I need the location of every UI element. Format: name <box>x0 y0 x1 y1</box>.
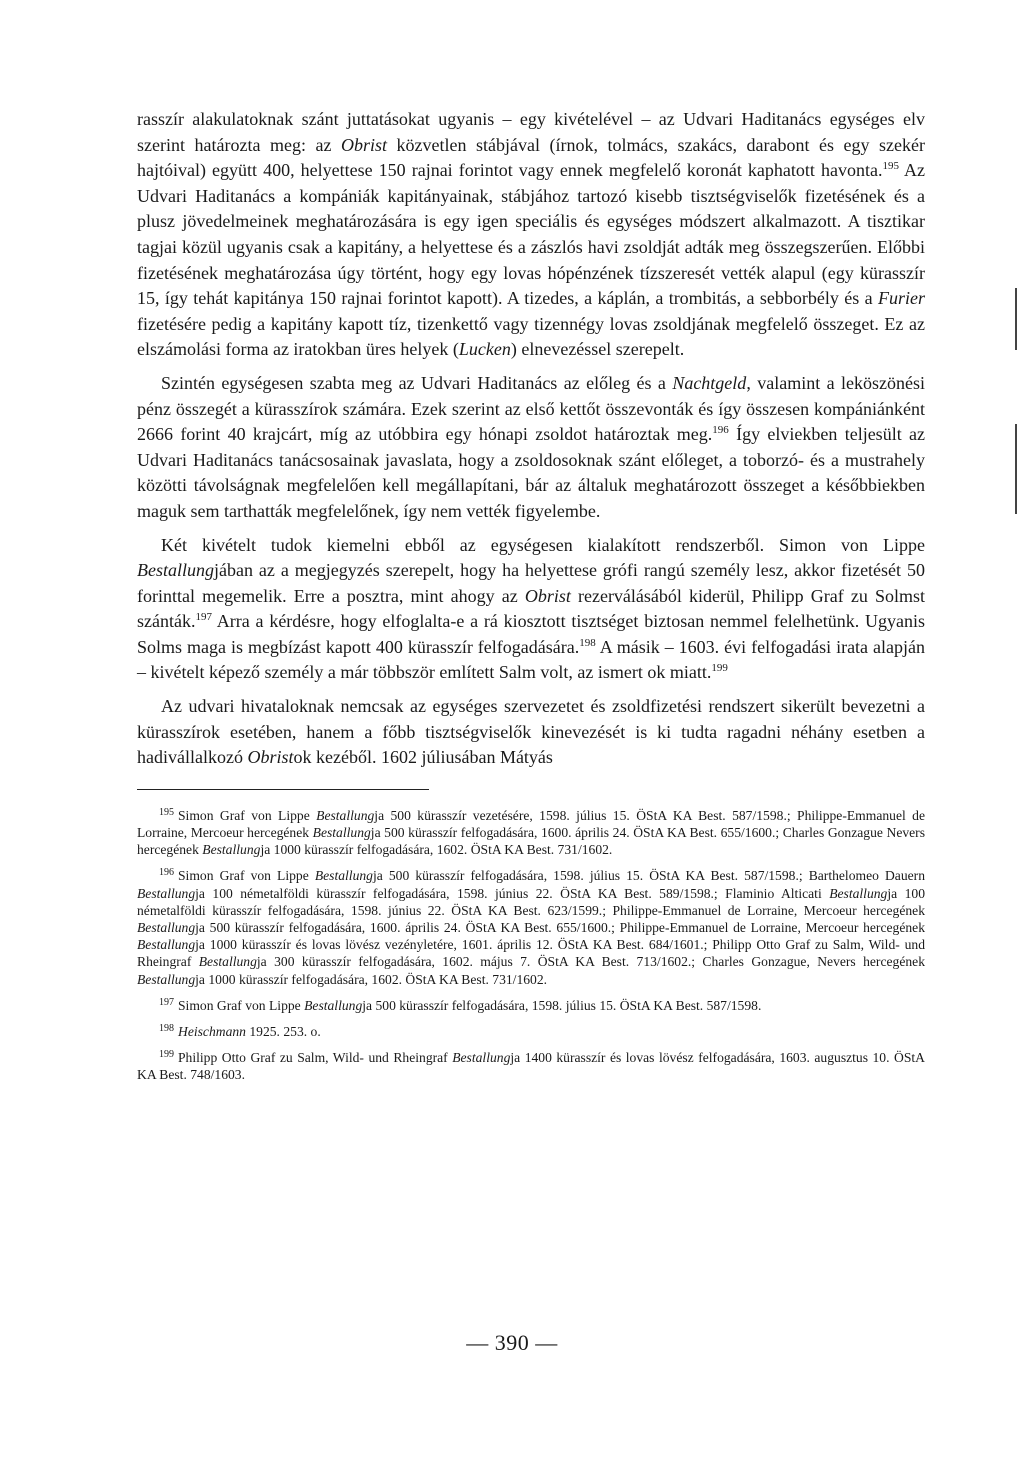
text-run: fizetésére pedig a kapitány kapott tíz, tizenkettő vagy tizennégy lovas zsoldjának megfelelő összeget. Ez az elszámolási forma az iratokban üres helyek ( <box>137 313 925 360</box>
footnotes <box>137 804 925 1084</box>
footnote-ref: 199 <box>711 662 728 675</box>
italic-term: Furier <box>878 288 925 309</box>
text-run: ja 500 kürasszír felfogadására, 1600. április 24. ÖStA KA Best. 655/1600.; Charles Gonzague Nevers hercegének <box>137 825 925 858</box>
margin-mark <box>1015 424 1017 514</box>
footnote-number: 196 <box>159 867 174 879</box>
text-run: ok kezéből. 1602 júliusában Mátyás <box>293 747 553 768</box>
italic-term: Bestallung <box>202 842 261 858</box>
paragraph <box>137 371 925 525</box>
italic-term: Nachtgeld <box>672 372 747 393</box>
italic-term: Lucken <box>458 339 511 360</box>
text-run: ja 500 kürasszír vezetésére, 1598. július 15. ÖStA KA Best. 587/1598.; Philippe-Emmanuel de Lorraine, Mercoeur hercegének <box>137 807 925 841</box>
italic-term: Bestallung <box>137 560 214 581</box>
page <box>137 107 925 1090</box>
text-run: ja 100 németalföldi kürasszír felfogadására, 1598. június 22. ÖStA KA Best. 623/1599.; Philippe-Emmanuel de Lorraine, Mercoeur hercegének <box>137 885 925 918</box>
footnote <box>137 994 925 1014</box>
text-run: Az udvari hivataloknak nemcsak az egységes szervezetet és zsoldfizetési rendszert sikerült bevezetni a kürasszírok esetében, hanem a főbb tisztségviselők kinevezését is ki tudta ragadni néhány esetben a hadivállalkozó <box>137 696 925 768</box>
italic-term: Obrist <box>340 134 387 155</box>
text-run: Simon Graf von Lippe <box>178 997 305 1013</box>
text-run: Szintén egységesen szabta meg az Udvari Haditanács az előleg és a <box>161 372 673 393</box>
text-run: ja 300 kürasszír felfogadására, 1602. május 7. ÖStA KA Best. 713/1602.; Charles Gonzague, Nevers hercegének <box>256 954 925 970</box>
footnote-ref: 198 <box>579 636 596 649</box>
italic-term: Heischmann <box>178 1024 246 1040</box>
footnote <box>137 804 925 859</box>
footnote <box>137 864 925 987</box>
footnote <box>137 1046 925 1083</box>
footnote-number: 195 <box>159 806 174 818</box>
footnote-number: 199 <box>159 1049 174 1061</box>
footnote-divider <box>137 789 429 790</box>
footnote-number: 198 <box>159 1023 174 1035</box>
text-run: ja 1000 kürasszír felfogadására, 1602. ÖStA KA Best. 731/1602. <box>195 971 548 987</box>
text-run: ja 1000 kürasszír felfogadására, 1602. ÖStA KA Best. 731/1602. <box>260 842 613 858</box>
italic-term: Bestallung <box>198 954 257 970</box>
text-run: jában az a megjegyzés szerepelt, hogy ha helyettese grófi rangú személy lesz, akkor fizetését 50 forinttal megemelik. Erre a posztra, mint ahogy az <box>137 560 925 606</box>
italic-term: Bestallung <box>137 920 196 936</box>
text-run: ja 1400 kürasszír és lovas lövész felfogadására, 1603. augusztus 10. ÖStA KA Best. 748/1603. <box>137 1050 925 1083</box>
text-run: Az Udvari Haditanács a kompániák kapitányainak, stábjához tartozó kisebb tisztségviselők fizetésének és a plusz jövedelmeinek meghatározására is egy igen speciális és egységes módszert alkalmazott. A tisztikar tagjai közül ugyanis csak a kapitány, a helyettese és a zászlós havi zsoldját adták meg összegszerűen. Előbbi fizetésének meghatározása úgy történt, hogy egy lovas hópénzének tízszeresét vették alapul (egy kürasszír 15, így tehát kapitánya 150 rajnai forintot kapott). A tizedes, a káplán, a trombitás, a sebborbély és a <box>137 160 926 309</box>
text-run: rezerválásából kiderül, Philipp Graf zu Solmst szánták. <box>137 585 925 632</box>
text-run: , valamint a leköszönési pénz összegét a kürasszírok számára. Ezek szerint az első kettőt összevonták és így összesen kompániánként 2666 forint 40 krajcárt, míg az utóbbira egy hónapi zsoldot határoztak meg. <box>137 372 925 445</box>
text-run: ja 1000 kürasszír és lovas lövész vezényletére, 1601. április 12. ÖStA KA Best. 684/1601.; Philipp Otto Graf zu Salm, Wild- und Rheingraf <box>137 937 925 970</box>
italic-term: Obrist <box>524 585 571 606</box>
text-run: Arra a kérdésre, hogy elfoglalta-e a rá kiosztott tisztséget biztosan nemmel felelhetünk. Ugyanis Solms maga is megbízást kapott 400 kürasszír felfogadására. <box>137 611 925 657</box>
footnote-ref: 197 <box>195 611 212 624</box>
text-run: Simon Graf von Lippe <box>178 868 315 884</box>
page-number: — 390 — <box>466 1330 558 1355</box>
body-text <box>137 107 925 771</box>
text-run: 1925. 253. o. <box>245 1024 321 1040</box>
text-run: ja 500 kürasszír felfogadására, 1600. április 24. ÖStA KA Best. 655/1600.; Philippe-Emmanuel de Lorraine, Mercoeur hercegének <box>195 920 925 936</box>
footnote-ref: 195 <box>882 160 899 173</box>
margin-mark <box>1015 288 1017 350</box>
text-run: ja 100 németalföldi kürasszír felfogadására, 1598. június 22. ÖStA KA Best. 589/1598.; Flaminio Alticati <box>195 885 830 901</box>
text-run: ja 500 kürasszír felfogadására, 1598. július 15. ÖStA KA Best. 587/1598. <box>362 997 762 1013</box>
footnote-number: 197 <box>159 996 174 1008</box>
italic-term: Bestallung <box>137 971 196 987</box>
footnote-ref: 196 <box>712 424 729 437</box>
text-run: ) elnevezéssel szerepelt. <box>510 339 685 360</box>
italic-term: Bestallung <box>829 885 888 901</box>
text-run: rasszír alakulatoknak szánt juttatásokat ugyanis – egy kivételével – az Udvari Haditanács egységes elv szerint határozta meg: az <box>137 109 925 155</box>
text-run: Simon Graf von Lippe <box>178 807 317 823</box>
italic-term: Bestallung <box>137 885 196 901</box>
text-run: A másik – 1603. évi felfogadási irata alapján – kivételt képező személy a már többször említett Salm volt, az ismert ok miatt. <box>137 636 925 683</box>
text-run: Philipp Otto Graf zu Salm, Wild- und Rheingraf <box>178 1050 453 1066</box>
italic-term: Bestallung <box>304 997 363 1013</box>
italic-term: Obrist <box>247 747 294 768</box>
italic-term: Bestallung <box>452 1050 511 1066</box>
footnote <box>137 1020 925 1040</box>
paragraph <box>137 694 925 771</box>
text-run: közvetlen stábjával (írnok, tolmács, szakács, darabont és egy szekér hajtóival) együtt 400, helyettese 150 rajnai forintot vagy ennek megfelelő koronát kaphatott havonta. <box>137 134 925 181</box>
italic-term: Bestallung <box>137 937 196 953</box>
text-run: Két kivételt tudok kiemelni ebből az egységesen kialakított rendszerből. Simon von Lippe <box>161 534 925 555</box>
paragraph <box>137 107 925 363</box>
text-run: ja 500 kürasszír felfogadására, 1598. július 15. ÖStA KA Best. 587/1598.; Barthelomeo Dauern <box>372 868 925 884</box>
italic-term: Bestallung <box>316 807 375 823</box>
italic-term: Bestallung <box>314 868 373 884</box>
paragraph <box>137 533 925 687</box>
text-run: Így elviekben teljesült az Udvari Haditanács tanácsosainak javaslata, hogy a zsoldosoknak szánt előleget, a toborzó- és a mustrahely közötti távolságnak megfelelően kell megállapítani, bár az általuk meghatározott összeget a későbbiekben maguk sem tarthatták megfelelőnek, így nem vették figyelembe. <box>137 424 925 521</box>
italic-term: Bestallung <box>312 825 371 841</box>
